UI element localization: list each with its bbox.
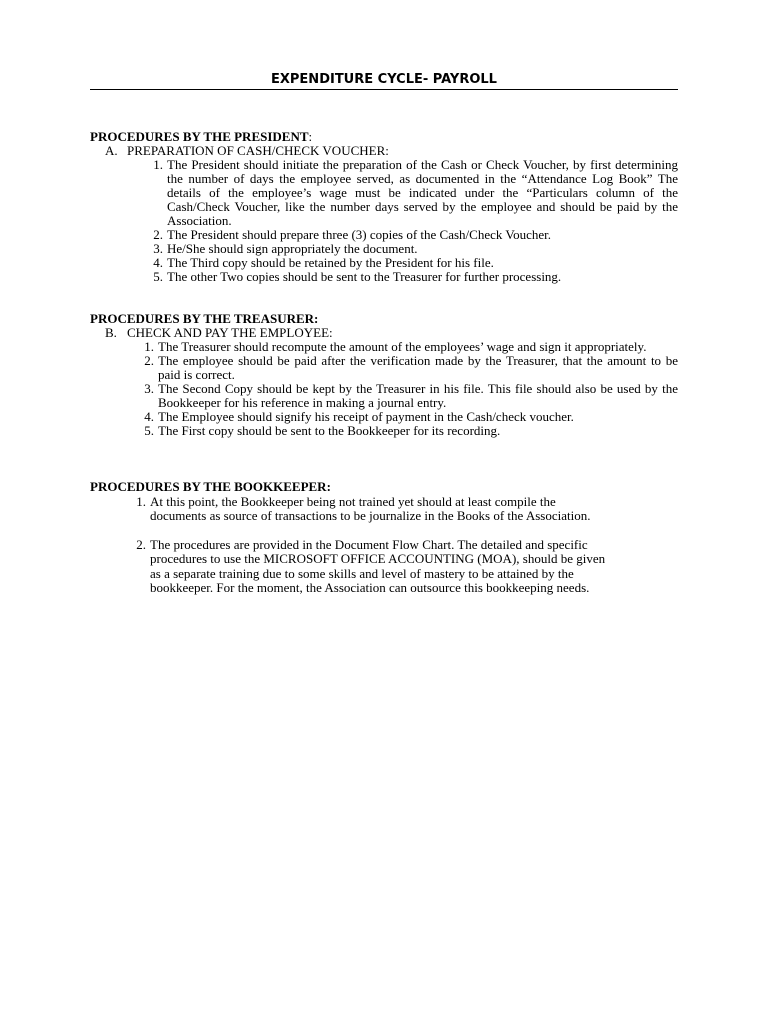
list-number: 1. xyxy=(136,493,146,509)
list-item xyxy=(136,493,678,524)
treasurer-subheading xyxy=(90,326,678,340)
subheading-title: PREPARATION OF CASH/CHECK VOUCHER: xyxy=(127,143,389,158)
list-text: The Treasurer should recompute the amount of the employees’ wage and sign it appropriately. xyxy=(158,339,647,354)
list-item xyxy=(144,381,678,410)
list-number: 2. xyxy=(144,353,154,368)
bookkeeper-section xyxy=(90,480,678,596)
document-title: EXPENDITURE CYCLE- PAYROLL xyxy=(90,72,678,90)
president-subheading xyxy=(90,144,678,158)
list-text-line: At this point, the Bookkeeper being not trained yet should at least compile the xyxy=(150,493,556,509)
list-item xyxy=(153,269,678,284)
list-text-line: bookkeeper. For the moment, the Association can outsource this bookkeeping needs. xyxy=(150,580,590,595)
list-text: He/She should sign appropriately the document. xyxy=(167,241,418,256)
list-item xyxy=(144,423,678,438)
bookkeeper-list xyxy=(136,493,678,596)
list-number: 1. xyxy=(153,157,163,172)
list-text: The President should prepare three (3) copies of the Cash/Check Voucher. xyxy=(167,227,551,242)
list-text: The Employee should signify his receipt of payment in the Cash/check voucher. xyxy=(158,409,574,424)
president-list xyxy=(153,157,678,284)
president-heading-colon: : xyxy=(308,129,313,144)
list-item xyxy=(144,409,678,424)
president-heading-line xyxy=(90,130,678,144)
subheading-letter: B. xyxy=(105,325,117,340)
list-item xyxy=(153,157,678,228)
list-number: 2. xyxy=(136,536,146,552)
subheading-title: CHECK AND PAY THE EMPLOYEE: xyxy=(127,325,333,340)
president-section xyxy=(90,130,678,284)
list-number: 5. xyxy=(153,269,163,284)
list-text-line: as a separate training due to some skills and level of mastery to be attained by the xyxy=(150,565,574,581)
list-item xyxy=(153,255,678,270)
president-heading: PROCEDURES BY THE PRESIDENT xyxy=(90,129,309,144)
list-item xyxy=(153,227,678,242)
treasurer-list xyxy=(144,339,678,438)
list-number: 3. xyxy=(153,241,163,256)
list-number: 3. xyxy=(144,381,154,396)
list-text: The First copy should be sent to the Bookkeeper for its recording. xyxy=(158,423,501,438)
list-item xyxy=(136,536,678,596)
treasurer-heading: PROCEDURES BY THE TREASURER: xyxy=(90,311,319,326)
list-text-line: documents as source of transactions to be journalize in the Books of the Association. xyxy=(150,508,591,523)
list-text: The Second Copy should be kept by the Treasurer in his file. This file should also be used by the Bookkeeper for his reference in making a journal entry. xyxy=(158,381,678,410)
list-text-line: procedures to use the MICROSOFT OFFICE ACCOUNTING (MOA), should be given xyxy=(150,551,606,566)
list-text-line: The procedures are provided in the Document Flow Chart. The detailed and specific xyxy=(150,536,588,552)
list-number: 1. xyxy=(144,339,154,354)
list-number: 5. xyxy=(144,423,154,438)
list-text: The Third copy should be retained by the President for his file. xyxy=(167,255,494,270)
list-text: The President should initiate the preparation of the Cash or Check Voucher, by first determining the number of days the employee served, as documented in the “Attendance Log Book” The details of the employee’s wage must be indicated under the “Particulars column of the Cash/Check Voucher, like the number days served by the employee and should be paid by the Association. xyxy=(167,157,678,228)
treasurer-section xyxy=(90,312,678,438)
list-number: 4. xyxy=(153,255,163,270)
list-item xyxy=(144,353,678,382)
list-item xyxy=(144,339,678,354)
list-text: The other Two copies should be sent to the Treasurer for further processing. xyxy=(167,269,562,284)
list-text: The employee should be paid after the verification made by the Treasurer, that the amount to be paid is correct. xyxy=(158,353,678,382)
subheading-letter: A. xyxy=(105,143,118,158)
list-item xyxy=(153,241,678,256)
list-number: 4. xyxy=(144,409,154,424)
list-number: 2. xyxy=(153,227,163,242)
bookkeeper-heading: PROCEDURES BY THE BOOKKEEPER: xyxy=(90,479,331,494)
